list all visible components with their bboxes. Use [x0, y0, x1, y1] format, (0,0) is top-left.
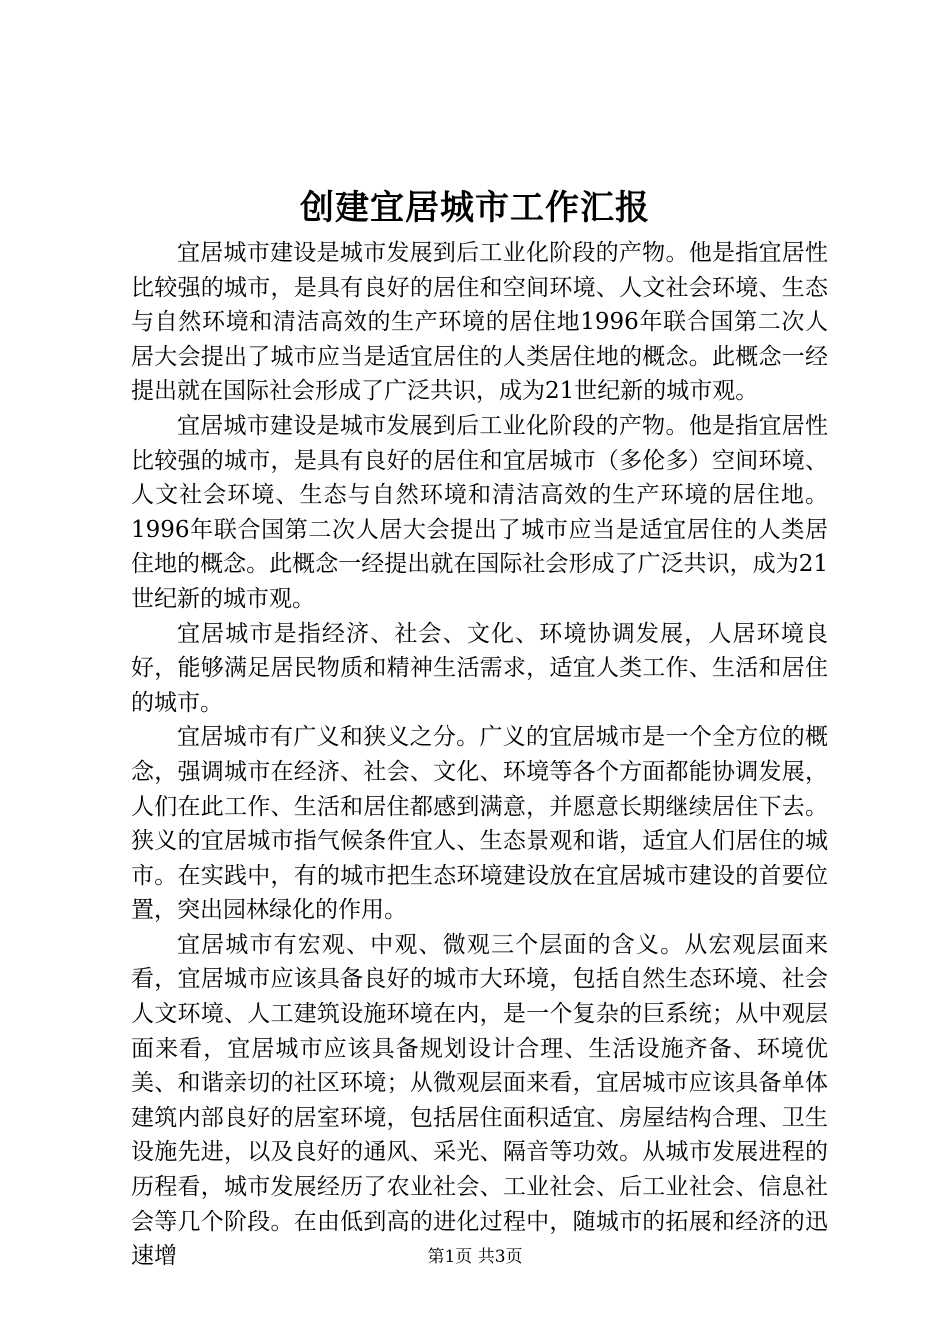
document-title: 创建宜居城市工作汇报	[300, 188, 650, 228]
page-number-footer: 第1页 共3页	[427, 1247, 523, 1267]
paragraph: 宜居城市有广义和狭义之分。广义的宜居城市是一个全方位的概念，强调城市在经济、社会、文化、环境等各个方面都能协调发展，人们在此工作、生活和居住都感到满意，并愿意长期继续居住下去。狭义的宜居城市指气候条件宜人、生态景观和谐，适宜人们居住的城市。在实践中，有的城市把生态环境建设放在宜居城市建设的首要位置，突出园林绿化的作用。	[131, 724, 828, 924]
document-body	[131, 236, 828, 1274]
paragraph: 宜居城市建设是城市发展到后工业化阶段的产物。他是指宜居性比较强的城市，是具有良好的居住和空间环境、人文社会环境、生态与自然环境和清洁高效的生产环境的居住地1996年联合国第二次人居大会提出了城市应当是适宜居住的人类居住地的概念。此概念一经提出就在国际社会形成了广泛共识，成为21世纪新的城市观。	[131, 240, 828, 405]
paragraph: 宜居城市建设是城市发展到后工业化阶段的产物。他是指宜居性比较强的城市，是具有良好的居住和宜居城市（多伦多）空间环境、人文社会环境、生态与自然环境和清洁高效的生产环境的居住地。1996年联合国第二次人居大会提出了城市应当是适宜居住的人类居住地的概念。此概念一经提出就在国际社会形成了广泛共识，成为21世纪新的城市观。	[131, 412, 828, 612]
paragraph: 宜居城市有宏观、中观、微观三个层面的含义。从宏观层面来看，宜居城市应该具备良好的城市大环境，包括自然生态环境、社会人文环境、人工建筑设施环境在内，是一个复杂的巨系统；从中观层面来看，宜居城市应该具备规划设计合理、生活设施齐备、环境优美、和谐亲切的社区环境；从微观层面来看，宜居城市应该具备单体建筑内部良好的居室环境，包括居住面积适宜、房屋结构合理、卫生设施先进，以及良好的通风、采光、隔音等功效。从城市发展进程的历程看，城市发展经历了农业社会、工业社会、后工业社会、信息社会等几个阶段。在由低到高的进化过程中，随城市的拓展和经济的迅速增	[131, 931, 828, 1270]
paragraph: 宜居城市是指经济、社会、文化、环境协调发展，人居环境良好，能够满足居民物质和精神生活需求，适宜人类工作、生活和居住的城市。	[131, 620, 828, 716]
